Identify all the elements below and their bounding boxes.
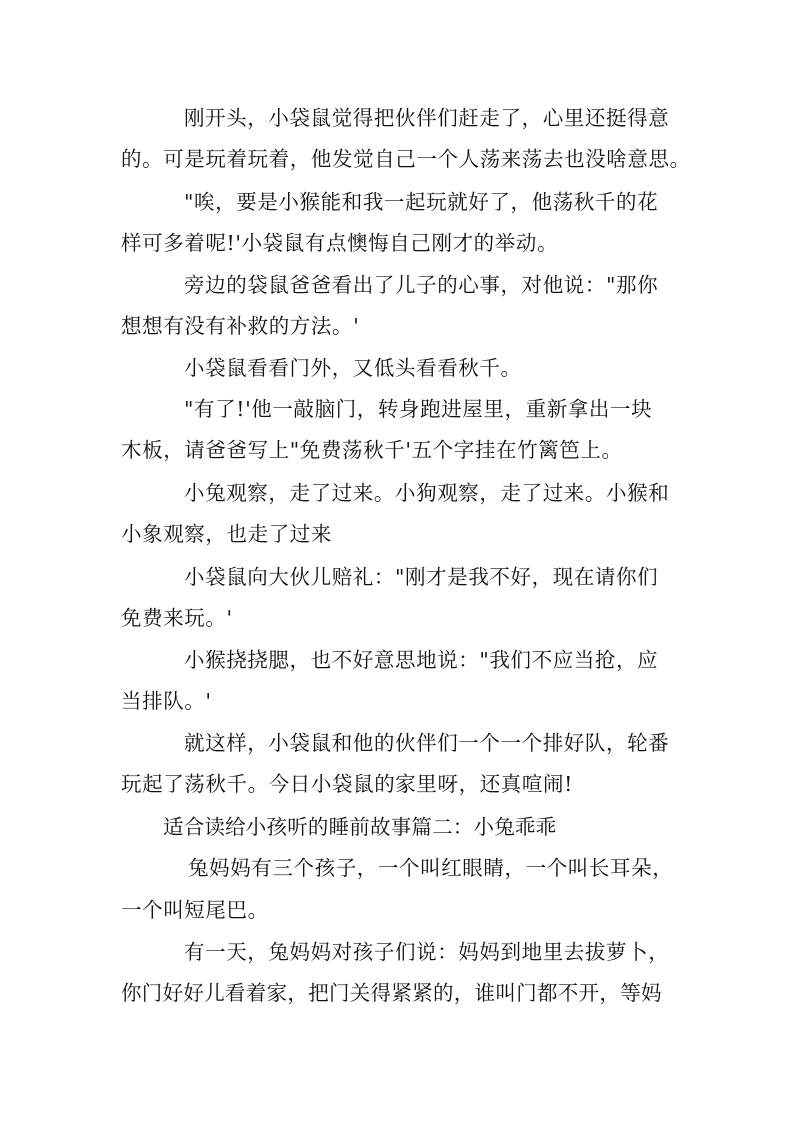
paragraph-line: 想想有没有补救的方法。' (121, 314, 360, 338)
paragraph-line: 有一天，兔妈妈对孩子们说：妈妈到地里去拔萝卜， (184, 940, 670, 964)
paragraph-line: 就这样，小袋鼠和他的伙伴们一个一个排好队，轮番 (184, 731, 670, 755)
paragraph-line: 小袋鼠看看门外，又低头看看秋千。 (184, 356, 522, 380)
paragraph-line: 兔妈妈有三个孩子，一个叫红眼睛，一个叫长耳朵， (188, 856, 674, 880)
paragraph-line: 你门好好儿看着家，把门关得紧紧的，谁叫门都不开，等妈 (121, 981, 662, 1005)
paragraph-line: "唉，要是小猴能和我一起玩就好了，他荡秋千的花 (184, 190, 659, 214)
paragraph-line: 小象观察，也走了过来 (121, 522, 332, 546)
paragraph-line: 玩起了荡秋千。今日小袋鼠的家里呀，还真喧闹! (121, 772, 573, 796)
paragraph-line: 木板，请爸爸写上"免费荡秋千'五个字挂在竹篱笆上。 (121, 438, 623, 462)
paragraph-line: 的。可是玩着玩着，他发觉自己一个人荡来荡去也没啥意思。 (121, 147, 691, 171)
paragraph-line: 刚开头，小袋鼠觉得把伙伴们赶走了，心里还挺得意 (184, 106, 670, 130)
paragraph-line: 样可多着呢!'小袋鼠有点懊悔自己刚才的举动。 (121, 231, 559, 255)
paragraph-line: 小袋鼠向大伙儿赔礼："刚才是我不好，现在请你们 (184, 565, 659, 589)
paragraph-line: 小猴挠挠腮，也不好意思地说："我们不应当抢，应 (184, 648, 659, 672)
paragraph-line: 当排队。' (121, 689, 212, 713)
paragraph-line: 一个叫短尾巴。 (121, 898, 269, 922)
paragraph-line: 免费来玩。' (121, 606, 233, 630)
paragraph-line: 旁边的袋鼠爸爸看出了儿子的心事，对他说："那你 (184, 273, 659, 297)
section-heading: 适合读给小孩听的睡前故事篇二：小兔乖乖 (163, 815, 557, 839)
paragraph-line: 小兔观察，走了过来。小狗观察，走了过来。小猴和 (184, 481, 670, 505)
paragraph-line: "有了!'他一敲脑门，转身跑进屋里，重新拿出一块 (184, 397, 653, 421)
